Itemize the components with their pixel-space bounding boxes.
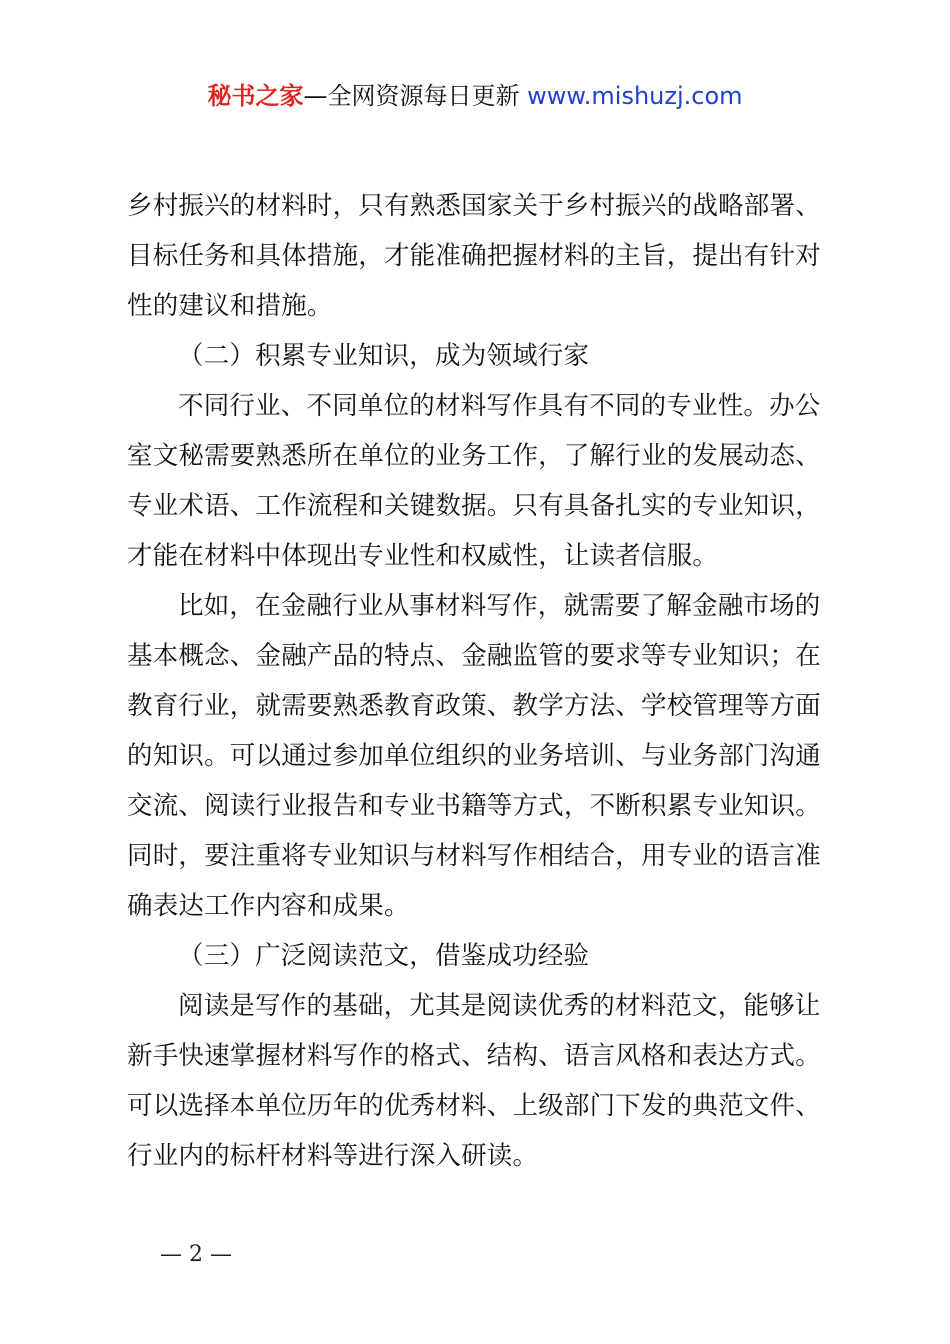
text-line: 同时，要注重将专业知识与材料写作相结合，用专业的语言准 [127, 841, 821, 871]
page-number: — 2 — [160, 1242, 232, 1267]
section-heading-2: （二）积累专业知识，成为领域行家 [178, 341, 590, 371]
text-line: 可以选择本单位历年的优秀材料、上级部门下发的典范文件、 [127, 1091, 821, 1121]
text-line: 交流、阅读行业报告和专业书籍等方式，不断积累专业知识。 [127, 791, 821, 821]
header-site-url: www.mishuzj.com [527, 82, 743, 110]
text-line: 专业术语、工作流程和关键数据。只有具备扎实的专业知识， [127, 491, 821, 521]
text-line: 确表达工作内容和成果。 [127, 891, 410, 921]
document-body [127, 181, 847, 1181]
text-line: 室文秘需要熟悉所在单位的业务工作，了解行业的发展动态、 [127, 441, 821, 471]
text-line: 乡村振兴的材料时，只有熟悉国家关于乡村振兴的战略部署、 [127, 191, 821, 221]
text-line: 教育行业，就需要熟悉教育政策、教学方法、学校管理等方面 [127, 691, 821, 721]
text-line: 不同行业、不同单位的材料写作具有不同的专业性。办公 [178, 391, 821, 421]
text-line: 基本概念、金融产品的特点、金融监管的要求等专业知识；在 [127, 641, 821, 671]
text-line: 阅读是写作的基础，尤其是阅读优秀的材料范文，能够让 [178, 991, 821, 1021]
page-header [0, 80, 950, 112]
text-line: 新手快速掌握材料写作的格式、结构、语言风格和表达方式。 [127, 1041, 821, 1071]
text-line: 目标任务和具体措施，才能准确把握材料的主旨，提出有针对 [127, 241, 821, 271]
header-brand: 秘书之家 [207, 82, 304, 110]
section-heading-3: （三）广泛阅读范文，借鉴成功经验 [178, 941, 590, 971]
text-line: 比如，在金融行业从事材料写作，就需要了解金融市场的 [178, 591, 821, 621]
text-line: 才能在材料中体现出专业性和权威性，让读者信服。 [127, 541, 719, 571]
text-line: 性的建议和措施。 [127, 291, 333, 321]
header-tagline: —全网资源每日更新 [303, 82, 520, 110]
text-line: 的知识。可以通过参加单位组织的业务培训、与业务部门沟通 [127, 741, 821, 771]
text-line: 行业内的标杆材料等进行深入研读。 [127, 1141, 539, 1171]
